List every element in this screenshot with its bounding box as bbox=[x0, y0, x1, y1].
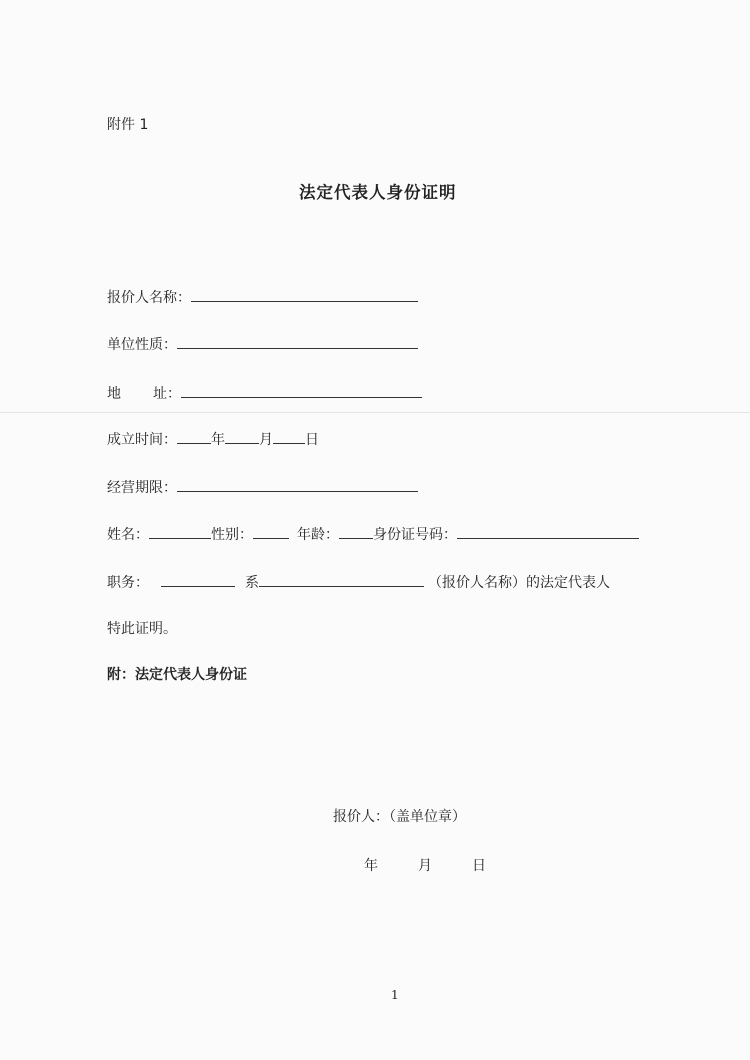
signature-year: 年 bbox=[364, 858, 378, 874]
business-term-blank bbox=[177, 477, 418, 492]
certify-text: 特此证明。 bbox=[107, 621, 177, 637]
established-day-blank bbox=[273, 429, 305, 444]
business-term-row bbox=[107, 477, 418, 497]
address-label-a: 地 bbox=[107, 386, 121, 402]
established-month-blank bbox=[225, 429, 259, 444]
bidder-seal-line: 报价人：（盖单位章） bbox=[333, 809, 466, 825]
attachment-note: 附：法定代表人身份证 bbox=[107, 667, 247, 683]
signature-date bbox=[364, 857, 486, 875]
name-blank bbox=[149, 524, 211, 539]
address-label-b: 址： bbox=[153, 386, 181, 402]
established-month: 月 bbox=[259, 432, 273, 448]
position-label: 职务： bbox=[107, 575, 149, 591]
established-year-blank bbox=[177, 429, 211, 444]
established-day: 日 bbox=[305, 432, 319, 448]
age-label: 年龄： bbox=[297, 527, 339, 543]
page-number: 1 bbox=[391, 988, 399, 1002]
unit-nature-row bbox=[107, 334, 418, 354]
age-blank bbox=[339, 524, 373, 539]
company-blank bbox=[259, 572, 424, 587]
unit-nature-label: 单位性质： bbox=[107, 337, 177, 353]
fold-line bbox=[0, 412, 750, 413]
is-label: 系 bbox=[245, 575, 259, 591]
identity-row bbox=[107, 524, 639, 544]
gender-label: 性别： bbox=[211, 527, 253, 543]
business-term-label: 经营期限： bbox=[107, 480, 177, 496]
address-row bbox=[107, 383, 422, 403]
page-title: 法定代表人身份证明 bbox=[299, 183, 457, 202]
id-number-blank bbox=[457, 524, 639, 539]
bidder-name-row bbox=[107, 287, 418, 307]
address-blank bbox=[181, 383, 422, 398]
position-blank bbox=[161, 572, 235, 587]
established-year: 年 bbox=[211, 432, 225, 448]
established-label: 成立时间： bbox=[107, 432, 177, 448]
legal-rep-suffix: （报价人名称）的法定代表人 bbox=[428, 575, 610, 591]
bidder-name-label: 报价人名称： bbox=[107, 290, 191, 306]
unit-nature-blank bbox=[177, 334, 418, 349]
id-number-label: 身份证号码： bbox=[373, 527, 457, 543]
signature-day: 日 bbox=[472, 858, 486, 874]
signature-month: 月 bbox=[418, 858, 432, 874]
established-row bbox=[107, 429, 319, 449]
attachment-label: 附件 1 bbox=[107, 117, 149, 133]
position-row bbox=[107, 572, 610, 592]
name-label: 姓名： bbox=[107, 527, 149, 543]
bidder-name-blank bbox=[191, 287, 418, 302]
gender-blank bbox=[253, 524, 289, 539]
